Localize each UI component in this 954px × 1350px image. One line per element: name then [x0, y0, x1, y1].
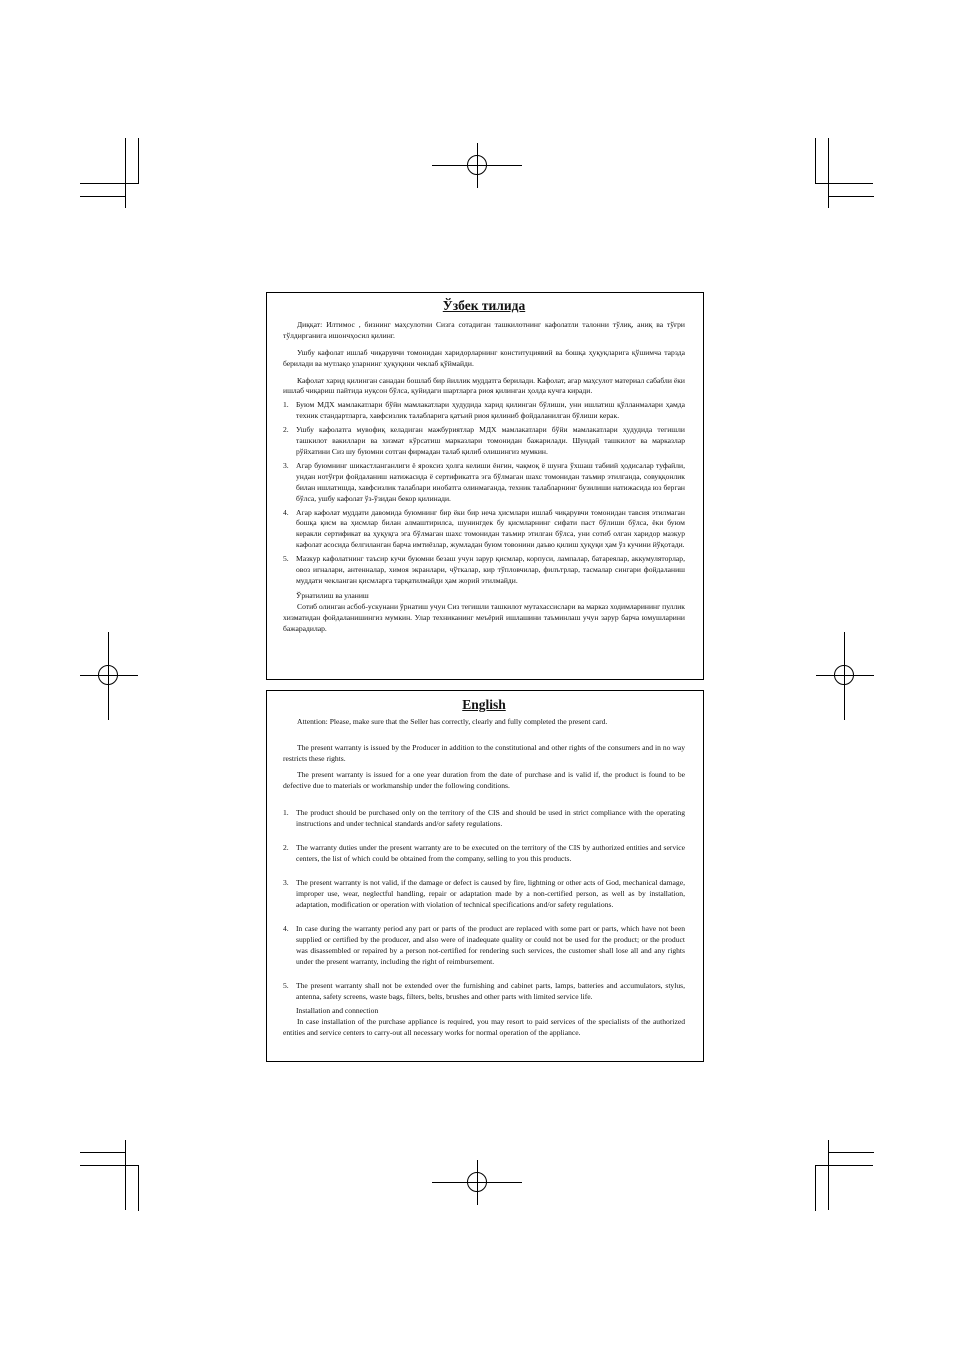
warranty-paragraph: The present warranty is issued for a one year duration from the date of purchase and is valid if, the product is found to be defective due to materials or workmanship under the following conditions.: [283, 770, 685, 790]
crop-mark: [815, 1165, 873, 1166]
registration-crosshair: [80, 675, 138, 676]
crop-mark: [828, 1152, 874, 1153]
list-text: Мазкур кафолатнинг таъсир кучи буюмни безаш учун зарур қисмлар, корпуси, лампалар, батареялар, аккумуляторлар, овоз игналари, антенналар, химоя экранлари, чўткалар, кир тўпловчилар, филътрлар, тасмалар сингари фойдаланиш муддати чекланган қисмларга тарқатилмайди ҳам жорий этилмайди.: [296, 554, 685, 585]
registration-crosshair: [816, 675, 874, 676]
list-text: The present warranty shall not be extended over the furnishing and cabinet parts, lamps, batteries and accumulators, stylus, antenna, safety screens, waste bags, filters, belts, brushes and other parts with limited service life.: [296, 981, 685, 1001]
list-item: [283, 554, 685, 587]
list-item: [283, 980, 685, 1002]
installation-heading: Ўрнатилиш ва уланиш: [296, 590, 369, 600]
list-number: 3.: [283, 878, 289, 887]
list-number: 5.: [283, 554, 289, 564]
list-item: [283, 425, 685, 458]
section-title: English: [462, 697, 506, 712]
crop-mark: [815, 138, 816, 184]
crop-mark: [828, 196, 874, 197]
list-number: 4.: [283, 924, 289, 933]
conditions-list: [283, 400, 685, 587]
installation-text: In case installation of the purchase appliance is required, you may resort to paid services of the specialists of the authorized entities and service centers to carry-out all necessary works for normal operation of the appliance.: [283, 1017, 685, 1037]
list-number: 3.: [283, 460, 289, 470]
list-text: Буюм МДХ мамлакатлари бўйи мамлакатлари ҳудудида харид қилинган бўлиши, уни ишлатиш қўлланмалари ҳамда техник стандартларга, хавфсизлик талабларига қатъий риоя қилиниб фойдаланилган бўлиши керак.: [296, 400, 685, 421]
registration-crosshair: [477, 143, 478, 188]
list-number: 5.: [283, 981, 289, 990]
crop-mark: [815, 183, 873, 184]
uzbek-warranty-box: [266, 292, 704, 680]
list-item: [283, 400, 685, 422]
registration-crosshair: [477, 1160, 478, 1205]
list-text: The product should be purchased only on the territory of the CIS and should be used in strict compliance with the operating instructions and under technical standards and/or safety regulations.: [296, 808, 685, 828]
list-number: 2.: [283, 843, 289, 852]
list-number: 1.: [283, 400, 289, 410]
section-title: Ўзбек тилида: [442, 298, 526, 313]
list-text: The present warranty is not valid, if the damage or defect is caused by fire, lightning or other acts of God, mechanical damage, improper use, wear, neglectful handling, repair or adaptation made by a non-certified person, as well as by installation, adaptation, modification or operation with violation of technical specifications and/or safety regulations.: [296, 878, 685, 909]
list-number: 1.: [283, 808, 289, 817]
list-item: [283, 807, 685, 829]
registration-crosshair: [844, 632, 845, 720]
crop-mark: [828, 1140, 829, 1210]
installation-text: Сотиб олинган асбоб-ускунани ўрнатиш учун Сиз тегишли ташкилот мутахассислари ва марказ ходимларининг пуллик хизматидан фойдаланишингиз мумкин. Улар техниканинг меъёрий ишлашини таъминлаш учун зарур барча юмушларини бажарадилар.: [283, 601, 685, 633]
conditions-list: [283, 807, 685, 1002]
list-item: [283, 877, 685, 910]
installation-heading: Installation and connection: [296, 1006, 379, 1015]
attention-text: Attention: Please, make sure that the Seller has correctly, clearly and fully completed the present card.: [297, 717, 608, 726]
registration-crosshair: [108, 632, 109, 720]
attention-text: Диққат: Илтимос , бизнинг маҳсулотни Сизга сотадиган ташкилотнинг кафолатли талонни тўлиқ, аниқ ва тўғри тўлдирганига ишончҳосил қилинг.: [283, 319, 685, 340]
crop-mark: [125, 1140, 126, 1210]
crop-mark: [138, 1165, 139, 1211]
list-number: 4.: [283, 507, 289, 517]
list-item: [283, 508, 685, 552]
list-text: Агар буюмнинг шикастланганлиги ё ярокcиз ҳолга келиши ёнғин, чақмоқ ё шунга ўхшаш табиий ҳодисалар туфайли, ундан нотўғри фойдаланиш натижасида ё сертификатга эга бўлмаган шахс томонидан таъмир этилганда, совуққонлик билан ишлатишда, хавфсизлик талаблари инобатга олинмаганда, техник талабларнинг бузилиши натижасида юз берган бўлса, ушбу кафолат ўз-ўзидан бекор қилинади.: [296, 460, 685, 503]
crop-mark: [80, 1152, 126, 1153]
crop-mark: [138, 138, 139, 184]
list-number: 2.: [283, 425, 289, 435]
warranty-paragraph: Ушбу кафолат ишлаб чиқарувчи томонидан харидорларнинг конституциявий ва бошқа ҳуқуқларига қўшимча тарзда берилади ва мутлақо уларнинг ҳуқуқини чеклаб қўймайди.: [283, 347, 685, 368]
crop-mark: [828, 138, 829, 208]
warranty-paragraph: Кафолат харид қилинган санадан бошлаб бир йиллик муддатга берилади. Кафолат, агар маҳсулот материал сабабли ёки ишлаб чиқариш пайтида нуқсон бўлса, қуйидаги шартларга риоя қилинган ҳолда кучга киради.: [283, 375, 685, 396]
list-item: [283, 842, 685, 864]
list-item: [283, 923, 685, 967]
list-text: Агар кафолат муддати давомида буюмнинг бир ёки бир неча ҳисмлари ишлаб чиқарувчи томонидан тавсия этилмаган бошқа қисм ва ҳисмлар билан алмаштирилса, шунингдек бу қисмларнинг сифати паст бўлиши бўлса, ёки буюм керакли сертификат ва ҳуқуқга эга бўлмаган шахс томонидан таъмир этилган бўлса, уни сотиб олган харидор мазкур кафолат асосида белгиланган барча имтиёзлар, жумладан буюм товонини даъво қилиш ҳуқуқи ҳам ўз кучини йўқотади.: [296, 507, 685, 550]
list-text: Ушбу кафолатга мувофиқ келадиган мажбуриятлар МДХ мамлакатлари бўйи мамлакатлари ҳудудида тегишли ташкилот вакиллари ва хизмат кўрсатиш марказлари томонидан бажарилади. Шундай ташкилот ва марказлар рўйхатини Сиз шу буюмни сотган фирмадан талаб қилиб олишингиз мумкин.: [296, 425, 685, 456]
crop-mark: [80, 183, 138, 184]
crop-mark: [80, 1165, 138, 1166]
crop-mark: [815, 1165, 816, 1211]
list-item: [283, 461, 685, 505]
warranty-paragraph: The present warranty is issued by the Producer in addition to the constitutional and other rights of the consumers and in no way restricts these rights.: [283, 743, 685, 763]
crop-mark: [80, 196, 126, 197]
list-text: In case during the warranty period any part or parts of the product are replaced with some part or parts, which have not been supplied or certified by the producer, and also were of inadequate quality or could not be used for the product; or the product was disassembled or repaired by a person not-certified for rendering such services, the customer shall lose all and any rights under the present warranty, including the right of reimbursement.: [296, 924, 685, 966]
list-text: The warranty duties under the present warranty are to be executed on the territory of the CIS by authorized entities and service centers, the list of which could be obtained from the company, selling to you this products.: [296, 843, 685, 863]
english-warranty-box: [266, 690, 704, 1062]
crop-mark: [125, 138, 126, 208]
